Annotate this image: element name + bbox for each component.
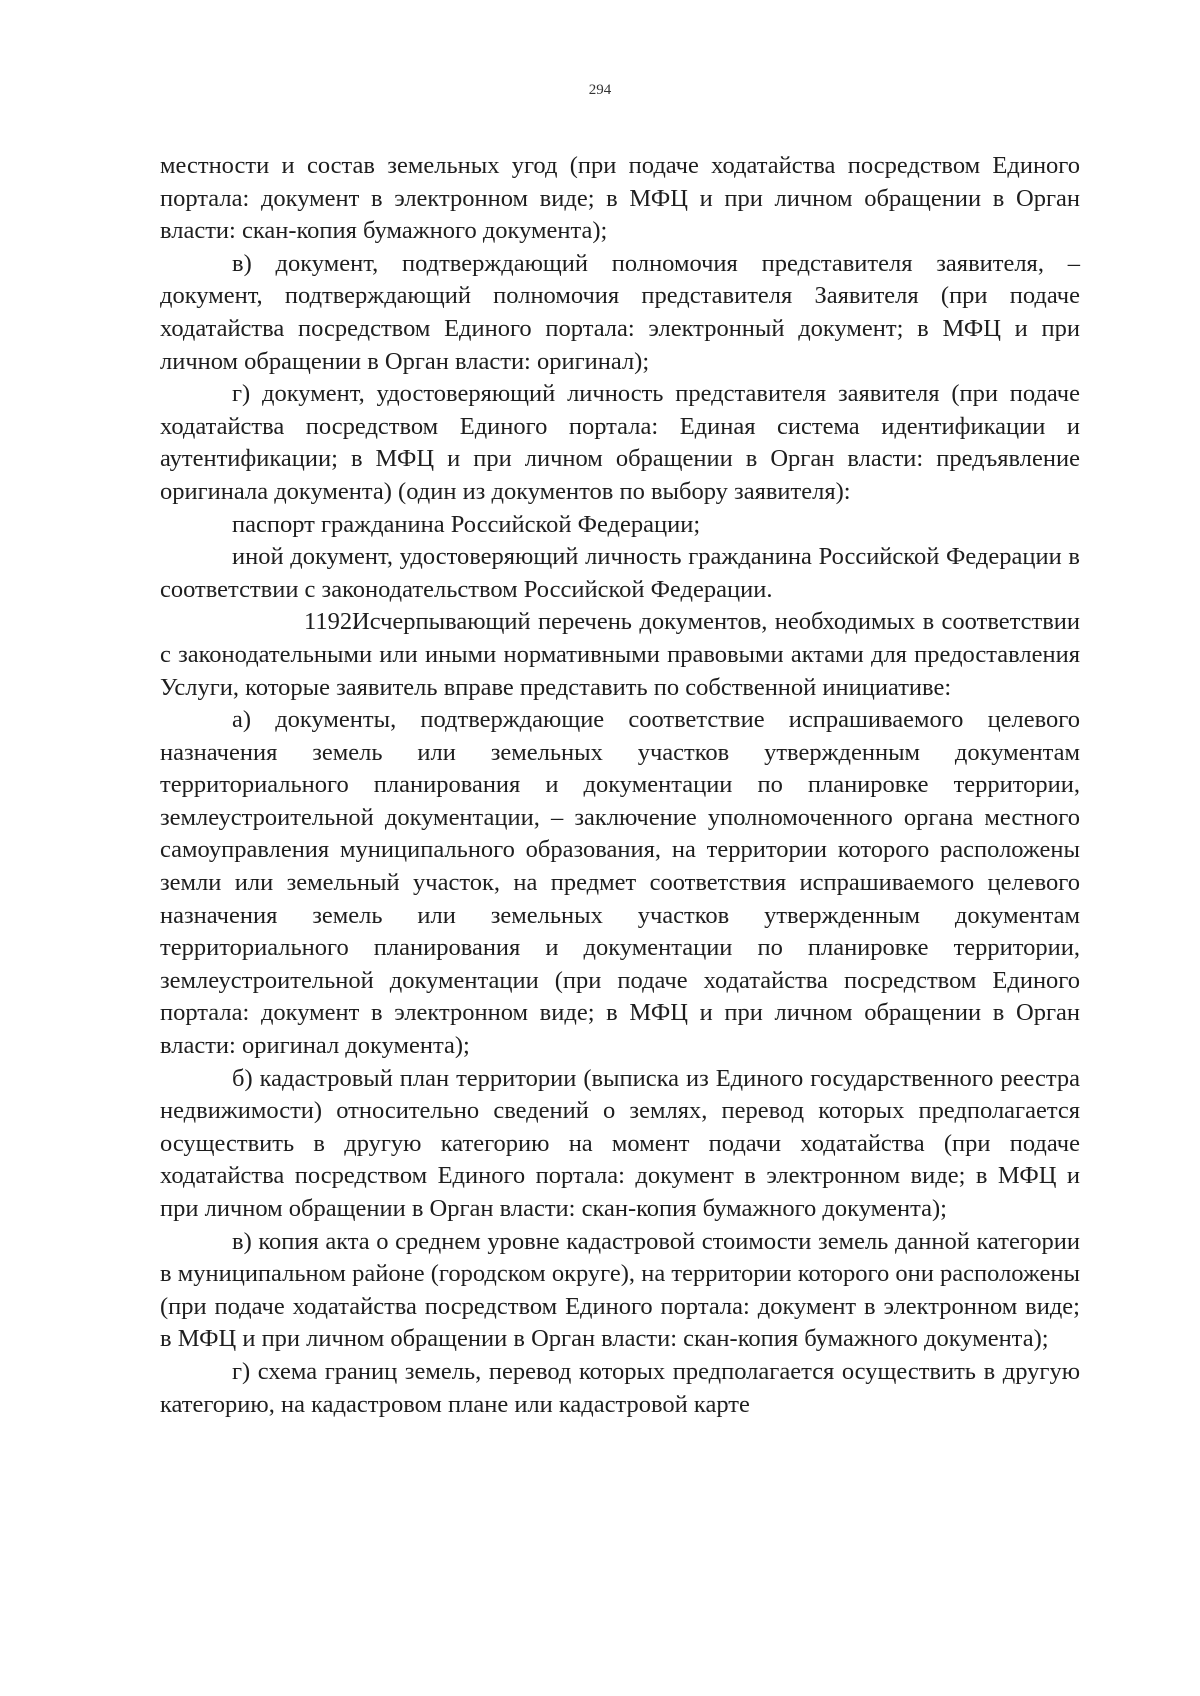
paragraph-text: а) документы, подтверждающие соответствие испрашиваемого целевого назначения земель или земельных участков утвержденным документам территориального планирования и документации по планировке территории, землеустроительной документации, – заключение уполномоченного органа местного самоуправления муниципального образования, на территории которого расположены земли или земельный участок, на предмет соответствия испрашиваемого целевого назначения земель или земельных участков утвержденным документам территориального планирования и документации по планировке территории, землеустроительной документации (при подаче ходатайства посредством Единого портала: документ в электронном виде; в МФЦ и при личном обращении в Орган власти: оригинал документа);: [160, 706, 1080, 1060]
paragraph-text: г) документ, удостоверяющий личность представителя заявителя (при подаче ходатайства посредством Единого портала: Единая система идентификации и аутентификации; в МФЦ и при личном обращении в Орган власти: предъявление оригинала документа) (один из документов по выбору заявителя):: [160, 380, 1080, 505]
paragraph-other-document: [160, 541, 1080, 606]
document-body: [160, 150, 1080, 1421]
paragraph-item-a-conformity-documents: [160, 704, 1080, 1063]
paragraph-text: местности и состав земельных угод (при подаче ходатайства посредством Единого портала: документ в электронном виде; в МФЦ и при личном обращении в Орган власти: скан-копия бумажного документа);: [160, 152, 1080, 245]
paragraph-text: в) копия акта о среднем уровне кадастровой стоимости земель данной категории в муниципальном районе (городском округе), на территории которого они расположены (при подаче ходатайства посредством Единого портала: документ в электронном виде; в МФЦ и при личном обращении в Орган власти: скан-копия бумажного документа);: [160, 1227, 1080, 1353]
paragraph-item-g-representative-identity: [160, 378, 1080, 508]
paragraph-continuation: [160, 150, 1080, 248]
paragraph-text: б) кадастровый план территории (выписка из Единого государственного реестра недвижимости) относительно сведений о землях, перевод которых предполагается осуществить в другую категорию на момент подачи ходатайства (при подаче ходатайства посредством Единого портала: документ в электронном виде; в МФЦ и при личном обращении в Орган власти: скан-копия бумажного документа);: [160, 1064, 1080, 1222]
paragraph-item-v-representative-authority: [160, 248, 1080, 378]
paragraph-text: паспорт гражданина Российской Федерации;: [232, 510, 701, 538]
paragraph-text: г) схема границ земель, перевод которых предполагается осуществить в другую категорию, на кадастровом плане или кадастровой карте: [160, 1357, 1080, 1418]
paragraph-item-g-land-boundaries-scheme: [160, 1356, 1080, 1421]
paragraph-text: иной документ, удостоверяющий личность гражданина Российской Федерации в соответствии с законодательством Российской Федерации.: [160, 543, 1080, 603]
page-number: 294: [588, 82, 612, 98]
paragraph-item-v-cadastral-value-act: [160, 1226, 1080, 1356]
paragraph-passport: [160, 509, 1080, 542]
paragraph-text: Исчерпывающий перечень документов, необходимых в соответствии с законодательными или иными нормативными правовыми актами для предоставления Услуги, которые заявитель вправе представить по собственной инициативе:: [160, 608, 1080, 701]
paragraph-section-1192: [160, 606, 1080, 704]
section-number: 1192.: [304, 608, 359, 636]
paragraph-text: в) документ, подтверждающий полномочия представителя заявителя, – документ, подтверждающий полномочия представителя Заявителя (при подаче ходатайства посредством Единого портала: электронный документ; в МФЦ и при личном обращении в Орган власти: оригинал);: [160, 249, 1080, 375]
paragraph-item-b-cadastral-plan: [160, 1063, 1080, 1226]
